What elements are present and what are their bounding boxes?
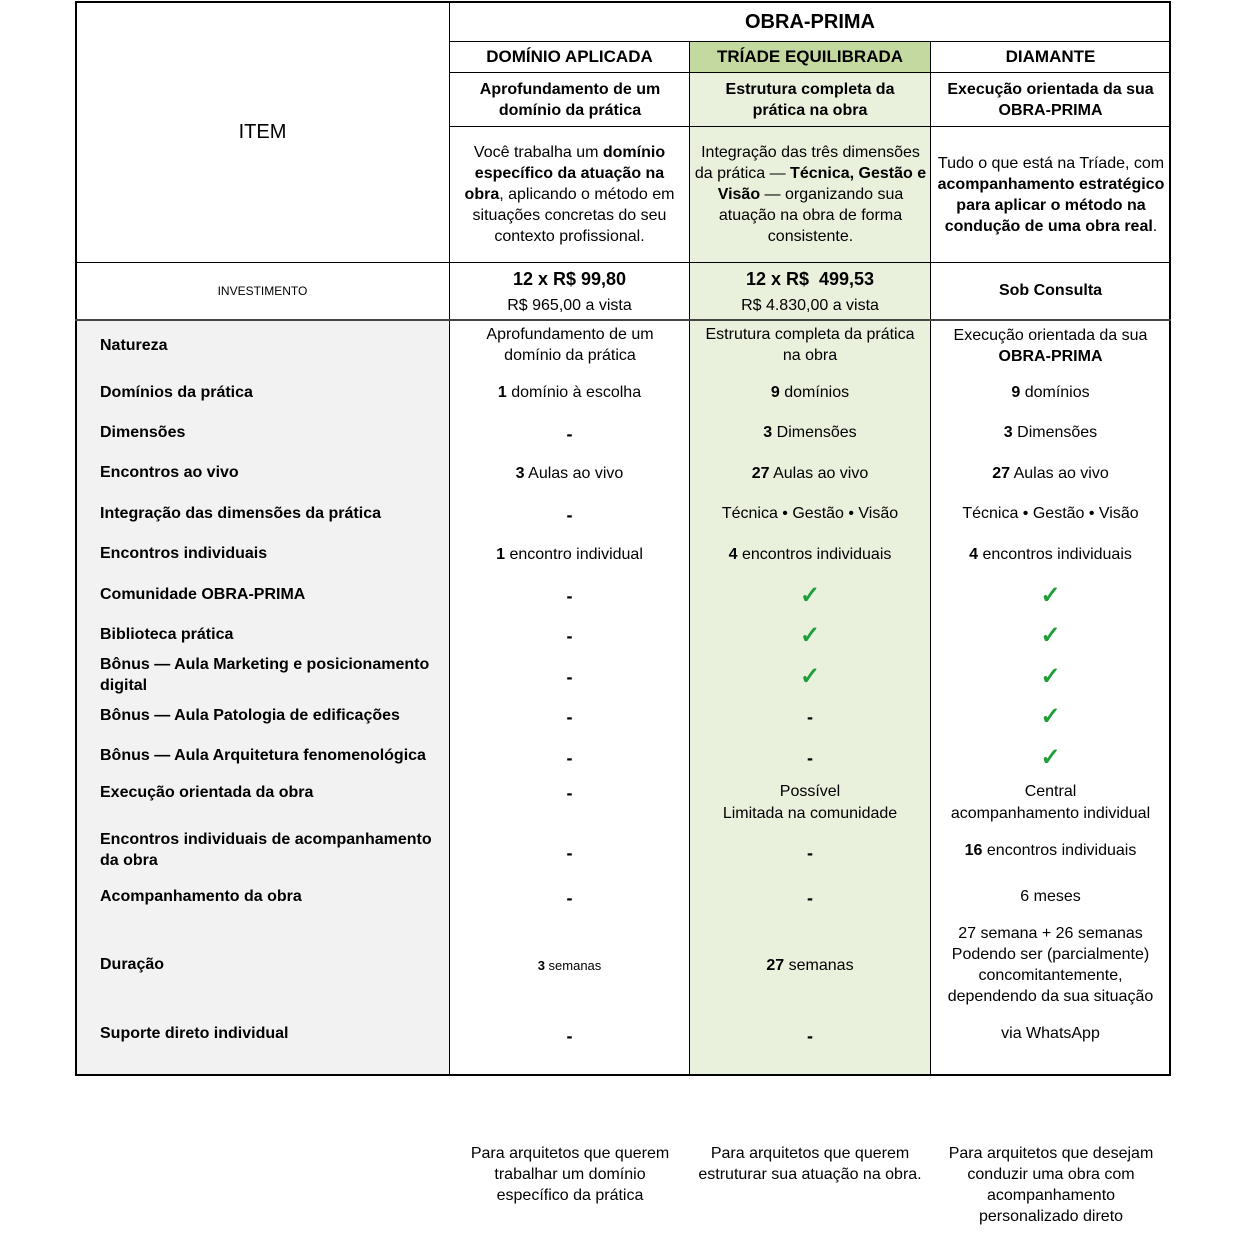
brand-title: OBRA-PRIMA xyxy=(745,10,875,33)
check-icon: ✓ xyxy=(1040,662,1061,690)
check-icon: ✓ xyxy=(1040,743,1061,771)
item-header: ITEM xyxy=(238,120,287,143)
cell: 3 semanas xyxy=(537,957,602,973)
tier-subtitle-diamante: Execução orientada da sua OBRA-PRIMA xyxy=(947,80,1154,119)
price-triade: 12 x R$ 499,53 R$ 4.830,00 a vista xyxy=(741,269,879,314)
dash: - xyxy=(807,1025,813,1046)
cell: 27 semanas xyxy=(766,956,854,974)
price-diamante: Sob Consulta xyxy=(998,282,1103,299)
cell: Execução orientada da sua OBRA-PRIMA xyxy=(953,327,1148,365)
cell: via WhatsApp xyxy=(1001,1024,1100,1042)
footer-note-triade: Para arquitetos que querem estruturar sua atuação na obra. xyxy=(698,1145,922,1183)
cell: 27 Aulas ao vivo xyxy=(751,464,869,482)
check-icon: ✓ xyxy=(799,581,821,609)
divider xyxy=(75,319,1171,321)
footer-note-diamante: Para arquitetos que desejam conduzir uma obra com acompanhamento personalizado direto xyxy=(948,1145,1154,1225)
row-label: Acompanhamento da obra xyxy=(100,887,302,905)
cell: Estrutura completa da prática na obra xyxy=(705,326,915,364)
investment-label: INVESTIMENTO xyxy=(217,284,308,298)
cell: Possível Limitada na comunidade xyxy=(722,783,898,822)
row-label: Encontros individuais xyxy=(100,544,268,562)
cell: 9 domínios xyxy=(1011,383,1090,401)
tier-desc-dominio: Você trabalha um domínio específico da atuação na obra, aplicando o método em situações concretas do seu contexto profissional. xyxy=(464,144,675,245)
dash: - xyxy=(807,706,813,727)
check-icon: ✓ xyxy=(799,662,821,690)
row-label: Dimensões xyxy=(100,423,186,441)
row-label: Encontros individuais de acompanhamento da obra xyxy=(100,831,432,869)
tier-name-diamante: DIAMANTE xyxy=(1005,47,1096,66)
cell: 4 encontros individuais xyxy=(969,545,1132,563)
cell: 3 Dimensões xyxy=(763,423,857,441)
dash: - xyxy=(566,585,573,606)
row-label: Duração xyxy=(100,955,165,973)
cell: 9 domínios xyxy=(770,383,850,401)
cell: 1 encontro individual xyxy=(496,545,643,563)
cell: 1 domínio à escolha xyxy=(497,383,642,401)
row-label: Comunidade OBRA-PRIMA xyxy=(100,585,306,603)
row-label: Bônus — Aula Patologia de edificações xyxy=(100,706,400,724)
row-label: Encontros ao vivo xyxy=(100,463,239,481)
dash: - xyxy=(566,706,573,727)
cell: Aprofundamento de um domínio da prática xyxy=(486,326,654,364)
cell: 27 Aulas ao vivo xyxy=(992,464,1109,482)
cell: 4 encontros individuais xyxy=(728,545,892,563)
footer-note-dominio: Para arquitetos que querem trabalhar um domínio específico da prática xyxy=(470,1145,670,1204)
row-label: Domínios da prática xyxy=(100,383,253,401)
row-label: Bônus — Aula Marketing e posicionamento digital xyxy=(100,656,430,694)
price-dominio: 12 x R$ 99,80 R$ 965,00 a vista xyxy=(507,269,632,314)
cell: Central acompanhamento individual xyxy=(950,783,1151,822)
dash: - xyxy=(566,666,573,687)
cell: 16 encontros individuais xyxy=(964,841,1137,859)
tier-subtitle-dominio: Aprofundamento de um domínio da prática xyxy=(479,80,661,119)
row-label: Integração das dimensões da prática xyxy=(100,504,381,522)
dash: - xyxy=(566,782,573,803)
check-icon: ✓ xyxy=(1040,621,1061,649)
check-icon: ✓ xyxy=(1040,702,1061,730)
cell: Técnica • Gestão • Visão xyxy=(962,504,1139,522)
check-icon: ✓ xyxy=(799,621,821,649)
dash: - xyxy=(566,625,573,646)
dash: - xyxy=(566,423,573,444)
tier-desc-diamante: Tudo o que está na Tríade, com acompanhamento estratégico para aplicar o método na condução de uma obra real. xyxy=(937,154,1165,235)
dash: - xyxy=(807,747,813,768)
cell: 27 semana + 26 semanas Podendo ser (parcialmente) concomitantemente, dependendo da sua situação xyxy=(947,925,1154,1005)
dash: - xyxy=(807,842,813,863)
dash: - xyxy=(566,747,573,768)
dash: - xyxy=(566,887,573,908)
tier-name-dominio: DOMÍNIO APLICADA xyxy=(486,47,653,66)
row-label: Execução orientada da obra xyxy=(100,783,314,801)
row-label: Biblioteca prática xyxy=(100,625,234,643)
tier-desc-triade: Integração das três dimensões da prática — Técnica, Gestão e Visão — organizando sua atuação na obra de forma consistente. xyxy=(694,144,927,245)
dash: - xyxy=(566,842,573,863)
cell: 6 meses xyxy=(1020,887,1081,905)
dash: - xyxy=(566,504,573,525)
divider xyxy=(449,1,450,1076)
check-icon: ✓ xyxy=(1040,581,1061,609)
row-label: Natureza xyxy=(100,336,168,354)
cell: 3 Dimensões xyxy=(1003,423,1098,441)
dash: - xyxy=(807,887,813,908)
row-label: Suporte direto individual xyxy=(100,1024,289,1042)
cell: Técnica • Gestão • Visão xyxy=(721,504,899,522)
tier-name-triade: TRÍADE EQUILIBRADA xyxy=(716,47,904,66)
tier-subtitle-triade: Estrutura completa da prática na obra xyxy=(725,80,895,119)
dash: - xyxy=(566,1025,573,1046)
cell: 3 Aulas ao vivo xyxy=(515,464,624,482)
row-label: Bônus — Aula Arquitetura fenomenológica xyxy=(100,746,426,764)
